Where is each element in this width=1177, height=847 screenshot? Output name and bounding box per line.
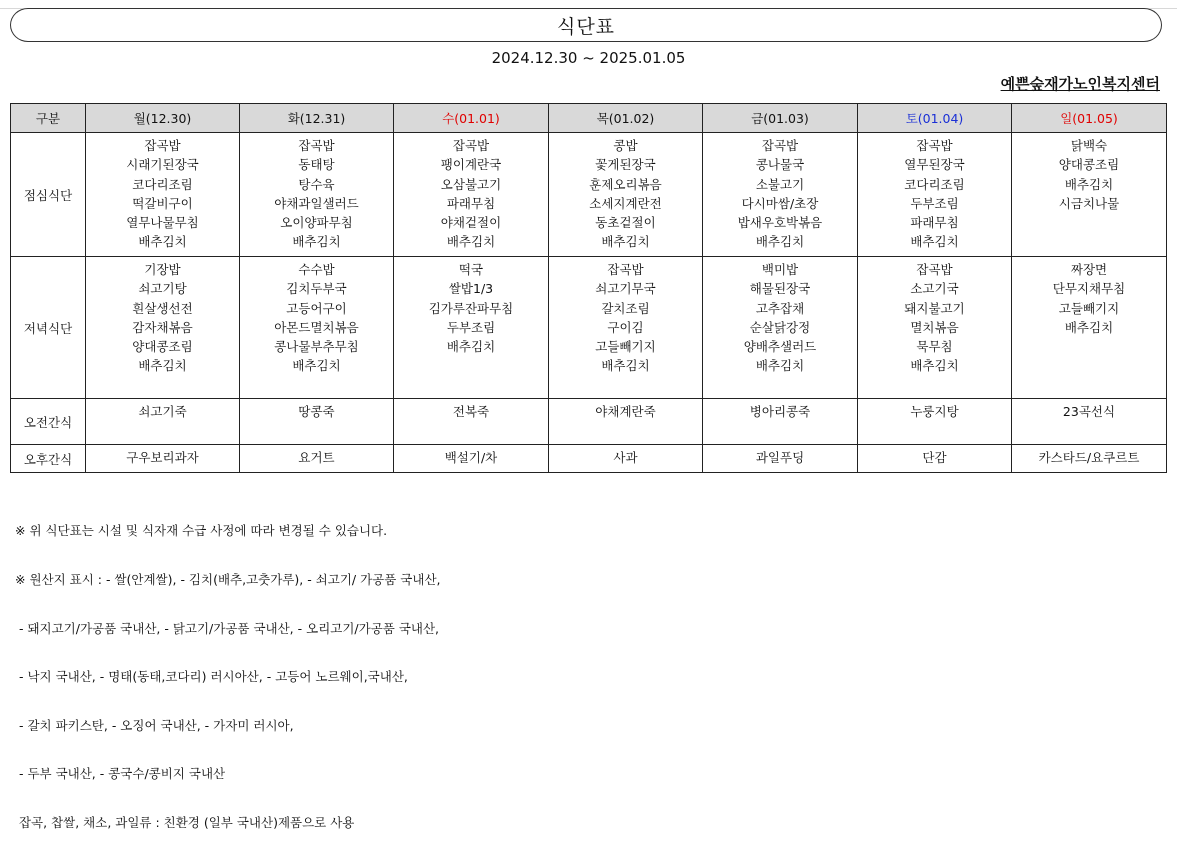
- menu-item: 백미밥: [761, 262, 799, 277]
- menu-item: 잡곡밥: [916, 262, 953, 277]
- morning-snack-row: [11, 399, 1167, 445]
- menu-item: 잡곡밥: [452, 138, 490, 153]
- menu-item: 쇠고기탕: [138, 281, 187, 297]
- day-header: 일(01.05): [1012, 104, 1167, 133]
- row-label-dinner: 저녁식단: [11, 257, 86, 399]
- day-header: 금(01.03): [703, 104, 858, 133]
- menu-item: 잡곡밥: [761, 138, 799, 153]
- menu-item: 배추김치: [1064, 176, 1114, 192]
- menu-item: 소세지계란전: [589, 195, 662, 211]
- menu-item: 흰살생선전: [132, 300, 193, 316]
- menu-item: 멸치볶음: [910, 319, 959, 335]
- menu-item: 코다리조림: [132, 176, 193, 192]
- page-title: 식단표: [556, 15, 616, 38]
- menu-item: 밥새우호박볶음: [737, 215, 823, 231]
- menu-item: 쌀밥1/3: [448, 281, 494, 297]
- meal-cell: [1012, 133, 1167, 257]
- menu-item: 동태탕: [298, 157, 335, 173]
- menu-item: 야채겉절이: [440, 215, 502, 231]
- menu-item: 훈제오리볶음: [589, 176, 662, 192]
- title-banner: [10, 8, 1162, 42]
- menu-item: 떡국: [458, 262, 484, 277]
- meal-cell: [240, 257, 394, 399]
- snack-cell: 23곡선식: [1012, 399, 1167, 445]
- menu-item: 배추김치: [138, 234, 187, 250]
- menu-item: 시금치나물: [1058, 195, 1120, 211]
- menu-item: 짜장면: [1070, 262, 1108, 277]
- menu-item: 파래무침: [910, 215, 959, 231]
- day-header: 토(01.04): [858, 104, 1012, 133]
- row-label-morning-snack: 오전간식: [11, 399, 86, 445]
- menu-item: 소고기국: [910, 281, 959, 297]
- menu-item: 오삼불고기: [440, 176, 502, 192]
- meal-cell: [394, 133, 549, 257]
- snack-cell: 과일푸딩: [703, 445, 858, 473]
- menu-item: 순살닭강정: [749, 319, 811, 335]
- meal-cell: [858, 257, 1012, 399]
- menu-item: 고추잡채: [755, 300, 805, 316]
- menu-item: 두부조림: [910, 195, 959, 211]
- menu-item: 배추김치: [138, 358, 187, 374]
- menu-item: 해물된장국: [749, 281, 811, 297]
- menu-item: 배추김치: [755, 358, 805, 374]
- menu-item: 콩밥: [613, 138, 638, 153]
- snack-cell: 땅콩죽: [240, 399, 394, 445]
- menu-item: 파래무침: [446, 195, 496, 211]
- menu-item: 수수밥: [298, 262, 335, 277]
- snack-cell: 단감: [858, 445, 1012, 473]
- menu-item: 코다리조림: [904, 176, 965, 192]
- menu-item: 팽이계란국: [440, 157, 502, 173]
- menu-item: 잡곡밥: [607, 262, 644, 277]
- lunch-row: [11, 133, 1167, 257]
- menu-item: 꽃게된장국: [595, 157, 656, 173]
- menu-item: 열무된장국: [904, 157, 965, 173]
- menu-item: 동초겉절이: [595, 215, 656, 231]
- organization-name: 예쁜숲재가노인복지센터: [1000, 75, 1160, 93]
- snack-cell: 백설기/차: [394, 445, 549, 473]
- menu-item: 두부조림: [446, 319, 496, 335]
- menu-item: 고등어구이: [286, 300, 347, 316]
- menu-item: 양대콩조림: [1058, 157, 1120, 173]
- menu-item: 갈치조림: [601, 300, 650, 316]
- note-line: - 두부 국내산, - 콩국수/콩비지 국내산: [15, 766, 226, 782]
- meal-cell: [394, 257, 549, 399]
- menu-item: 배추김치: [755, 234, 805, 250]
- meal-cell: [703, 257, 858, 399]
- header-row: [11, 104, 1167, 133]
- snack-cell: 누룽지탕: [858, 399, 1012, 445]
- day-header: 수(01.01): [394, 104, 549, 133]
- meal-cell: [86, 257, 240, 399]
- menu-item: 고들빼기지: [1058, 300, 1120, 316]
- note-line: ※ 위 식단표는 시설 및 식자재 수급 사정에 따라 변경될 수 있습니다.: [15, 523, 388, 539]
- meal-cell: [703, 133, 858, 257]
- menu-item: 단무지채무침: [1052, 281, 1126, 297]
- day-header: 목(01.02): [549, 104, 703, 133]
- menu-item: 다시마쌈/초장: [741, 195, 819, 211]
- menu-item: 야채과일샐러드: [274, 195, 359, 211]
- meal-cell: [549, 133, 703, 257]
- snack-cell: 구우보리과자: [86, 445, 240, 473]
- menu-item: 떡갈비구이: [132, 195, 193, 211]
- menu-item: 고들빼기지: [595, 339, 656, 355]
- snack-cell: 사과: [549, 445, 703, 473]
- menu-item: 열무나물무침: [126, 215, 199, 231]
- row-label-lunch: 점심식단: [11, 133, 86, 257]
- menu-item: 배추김치: [601, 234, 650, 250]
- snack-cell: 쇠고기죽: [86, 399, 240, 445]
- menu-item: 배추김치: [1064, 319, 1114, 335]
- notes-block: [15, 491, 441, 847]
- snack-cell: 병아리콩죽: [703, 399, 858, 445]
- row-label-afternoon-snack: 오후간식: [11, 445, 86, 473]
- menu-item: 닭백숙: [1070, 138, 1108, 153]
- menu-item: 배추김치: [910, 358, 959, 374]
- menu-table: [10, 103, 1167, 473]
- menu-item: 잡곡밥: [144, 138, 181, 153]
- day-header: 화(12.31): [240, 104, 394, 133]
- menu-item: 시래기된장국: [126, 157, 199, 173]
- menu-item: 오이양파무침: [280, 215, 353, 231]
- note-line: - 돼지고기/가공품 국내산, - 닭고기/가공품 국내산, - 오리고기/가공품 국내산,: [15, 620, 440, 636]
- corner-header: 구분: [11, 104, 86, 133]
- menu-item: 김치두부국: [286, 281, 347, 297]
- meal-cell: [240, 133, 394, 257]
- menu-item: 소불고기: [755, 176, 805, 192]
- snack-cell: 야채계란죽: [549, 399, 703, 445]
- menu-item: 묵무침: [916, 339, 953, 355]
- menu-item: 배추김치: [292, 358, 341, 374]
- menu-item: 배추김치: [446, 339, 496, 355]
- menu-item: 콩나물국: [755, 157, 805, 173]
- menu-item: 쇠고기무국: [595, 281, 656, 297]
- menu-period: 2024.12.30 ~ 2025.01.05: [491, 49, 686, 67]
- snack-cell: 요거트: [240, 445, 394, 473]
- menu-item: 구이김: [607, 319, 644, 335]
- menu-item: 양대콩조림: [132, 339, 193, 355]
- note-line: - 낙지 국내산, - 명태(동태,코다리) 러시아산, - 고등어 노르웨이,국내산,: [15, 669, 408, 685]
- menu-item: 배추김치: [292, 234, 341, 250]
- dinner-row: [11, 257, 1167, 399]
- menu-item: 아몬드멸치볶음: [274, 319, 359, 335]
- snack-cell: 카스타드/요쿠르트: [1012, 445, 1167, 473]
- menu-item: 잡곡밥: [916, 138, 953, 153]
- menu-item: 돼지불고기: [904, 300, 965, 316]
- menu-item: 김가루잔파무침: [428, 300, 514, 316]
- menu-item: 배추김치: [446, 234, 496, 250]
- menu-item: 배추김치: [910, 234, 959, 250]
- menu-item: 양배추샐러드: [743, 339, 817, 355]
- menu-item: 기장밥: [144, 262, 181, 277]
- menu-item: 잡곡밥: [298, 138, 335, 153]
- note-line: - 갈치 파키스탄, - 오징어 국내산, - 가자미 러시아,: [15, 717, 294, 733]
- snack-cell: 전복죽: [394, 399, 549, 445]
- note-line: ※ 원산지 표시 : - 쌀(안계쌀), - 김치(배추,고춧가루), - 쇠고기/ 가공품 국내산,: [15, 572, 441, 588]
- meal-cell: [858, 133, 1012, 257]
- menu-item: 탕수육: [298, 176, 335, 192]
- meal-cell: [549, 257, 703, 399]
- day-header: 월(12.30): [86, 104, 240, 133]
- meal-cell: [1012, 257, 1167, 399]
- menu-item: 배추김치: [601, 358, 650, 374]
- meal-cell: [86, 133, 240, 257]
- note-line: 잡곡, 찹쌀, 채소, 과일류 : 친환경 (일부 국내산)제품으로 사용: [15, 815, 355, 831]
- menu-item: 콩나물부추무침: [274, 339, 359, 355]
- afternoon-snack-row: [11, 445, 1167, 473]
- menu-item: 감자채볶음: [132, 319, 193, 335]
